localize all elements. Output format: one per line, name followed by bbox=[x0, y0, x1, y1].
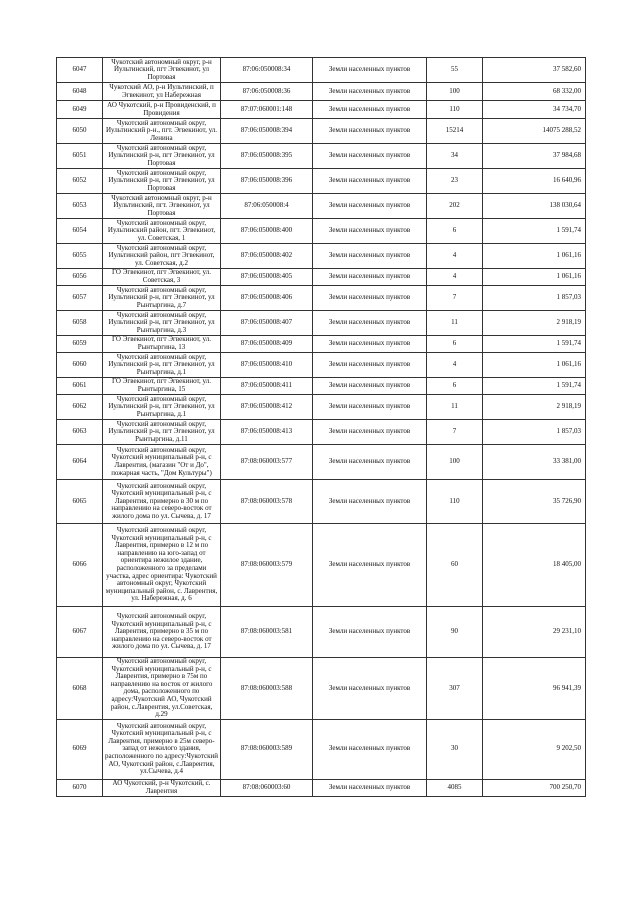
table-row bbox=[57, 524, 586, 607]
area-cell: 6 bbox=[427, 378, 483, 395]
address-cell: АО Чукотский, р-н Чукотский, с. Лаврентия bbox=[103, 779, 221, 796]
address-cell: Чукотский автономный округ, Чукотский муниципальный р-н, с Лаврентия, примерно в 25м северо-запад от нежилого здания, расположенного по адресу:Чукотский АО, Чукотский район, с.Лаврентия, ул.Сычева, д.4 bbox=[103, 719, 221, 779]
row-number: 6061 bbox=[57, 378, 103, 395]
table-row bbox=[57, 658, 586, 720]
row-number: 6051 bbox=[57, 144, 103, 169]
row-number: 6058 bbox=[57, 311, 103, 336]
table-row bbox=[57, 719, 586, 779]
land-category-cell: Земли населенных пунктов bbox=[313, 83, 427, 101]
area-cell: 11 bbox=[427, 395, 483, 420]
row-number: 6069 bbox=[57, 719, 103, 779]
table-body bbox=[57, 58, 586, 797]
cadastral-value-cell: 34 734,70 bbox=[483, 101, 586, 119]
cadastral-value-cell: 1 857,03 bbox=[483, 286, 586, 311]
land-category-cell: Земли населенных пунктов bbox=[313, 169, 427, 194]
row-number: 6062 bbox=[57, 395, 103, 420]
cadastral-number-cell: 87:06:050008:36 bbox=[221, 83, 313, 101]
land-category-cell: Земли населенных пунктов bbox=[313, 144, 427, 169]
cadastral-number-cell: 87:06:050008:395 bbox=[221, 144, 313, 169]
row-number: 6057 bbox=[57, 286, 103, 311]
land-category-cell: Земли населенных пунктов bbox=[313, 719, 427, 779]
cadastral-number-cell: 87:06:050008:412 bbox=[221, 395, 313, 420]
cadastral-number-cell: 87:06:050008:406 bbox=[221, 286, 313, 311]
row-number: 6067 bbox=[57, 607, 103, 658]
cadastral-number-cell: 87:07:060001:148 bbox=[221, 101, 313, 119]
cadastral-value-cell: 1 857,03 bbox=[483, 420, 586, 445]
cadastral-value-cell: 16 640,96 bbox=[483, 169, 586, 194]
table-row bbox=[57, 336, 586, 353]
cadastral-number-cell: 87:08:060003:579 bbox=[221, 524, 313, 607]
cadastral-number-cell: 87:06:050008:409 bbox=[221, 336, 313, 353]
row-number: 6054 bbox=[57, 219, 103, 244]
land-category-cell: Земли населенных пунктов bbox=[313, 445, 427, 480]
table-row bbox=[57, 194, 586, 219]
area-cell: 90 bbox=[427, 607, 483, 658]
row-number: 6048 bbox=[57, 83, 103, 101]
land-category-cell: Земли населенных пунктов bbox=[313, 480, 427, 524]
area-cell: 100 bbox=[427, 83, 483, 101]
cadastral-value-cell: 138 030,64 bbox=[483, 194, 586, 219]
address-cell: ГО Эгвекинот, пгт Эгвекинот, ул. Рынтыргина, 15 bbox=[103, 378, 221, 395]
land-category-cell: Земли населенных пунктов bbox=[313, 311, 427, 336]
address-cell: Чукотский автономный округ, р-н Иультинский, пгт Эгвекинот, ул Портовая bbox=[103, 58, 221, 83]
cadastral-value-cell: 1 591,74 bbox=[483, 219, 586, 244]
cadastral-number-cell: 87:08:060003:588 bbox=[221, 658, 313, 720]
row-number: 6063 bbox=[57, 420, 103, 445]
cadastral-value-cell: 1 591,74 bbox=[483, 336, 586, 353]
address-cell: Чукотский автономный округ, Иультинский р-н, пгт Эгвекинот, ул Рынтыргина, д.11 bbox=[103, 420, 221, 445]
land-category-cell: Земли населенных пунктов bbox=[313, 336, 427, 353]
cadastral-value-cell: 1 061,16 bbox=[483, 269, 586, 286]
area-cell: 4085 bbox=[427, 779, 483, 796]
land-category-cell: Земли населенных пунктов bbox=[313, 58, 427, 83]
table-row bbox=[57, 395, 586, 420]
cadastral-number-cell: 87:06:050008:400 bbox=[221, 219, 313, 244]
address-cell: Чукотский автономный округ, Иультинский р-н, пгт Эгвекинот, ул Рынтыргина, д.7 bbox=[103, 286, 221, 311]
address-cell: Чукотский автономный округ, Чукотский муниципальный р-н, с Лаврентия, примерно в 12 м по направлению на юго-запад от ориентира нежилое здание, расположенного за пределами участка, адрес ориентира: Чукотский автономный округ, Чукотский муниципальный район, с. Лаврентия, ул. Набережная, д. 6 bbox=[103, 524, 221, 607]
cadastral-value-cell: 2 918,19 bbox=[483, 395, 586, 420]
land-category-cell: Земли населенных пунктов bbox=[313, 101, 427, 119]
area-cell: 23 bbox=[427, 169, 483, 194]
cadastral-number-cell: 87:08:060003:577 bbox=[221, 445, 313, 480]
cadastral-number-cell: 87:06:050008:413 bbox=[221, 420, 313, 445]
area-cell: 4 bbox=[427, 353, 483, 378]
area-cell: 6 bbox=[427, 219, 483, 244]
table-row bbox=[57, 144, 586, 169]
table-row bbox=[57, 311, 586, 336]
table-row bbox=[57, 378, 586, 395]
area-cell: 110 bbox=[427, 101, 483, 119]
table-row bbox=[57, 420, 586, 445]
cadastral-number-cell: 87:06:050008:34 bbox=[221, 58, 313, 83]
row-number: 6047 bbox=[57, 58, 103, 83]
cadastral-number-cell: 87:06:050008:405 bbox=[221, 269, 313, 286]
table-row bbox=[57, 119, 586, 144]
row-number: 6055 bbox=[57, 244, 103, 269]
table-row bbox=[57, 480, 586, 524]
area-cell: 30 bbox=[427, 719, 483, 779]
area-cell: 15214 bbox=[427, 119, 483, 144]
cadastral-number-cell: 87:08:060003:578 bbox=[221, 480, 313, 524]
row-number: 6049 bbox=[57, 101, 103, 119]
area-cell: 6 bbox=[427, 336, 483, 353]
table-row bbox=[57, 83, 586, 101]
land-category-cell: Земли населенных пунктов bbox=[313, 244, 427, 269]
table-row bbox=[57, 169, 586, 194]
cadastral-number-cell: 87:08:060003:60 bbox=[221, 779, 313, 796]
cadastral-number-cell: 87:08:060003:581 bbox=[221, 607, 313, 658]
cadastral-number-cell: 87:06:050008:411 bbox=[221, 378, 313, 395]
area-cell: 110 bbox=[427, 480, 483, 524]
row-number: 6066 bbox=[57, 524, 103, 607]
land-category-cell: Земли населенных пунктов bbox=[313, 779, 427, 796]
area-cell: 11 bbox=[427, 311, 483, 336]
area-cell: 4 bbox=[427, 269, 483, 286]
cadastral-number-cell: 87:06:050008:394 bbox=[221, 119, 313, 144]
address-cell: Чукотский автономный округ, Иультинский р-н, пгт Эгвекинот, ул Рынтыргина, д.1 bbox=[103, 353, 221, 378]
area-cell: 202 bbox=[427, 194, 483, 219]
address-cell: Чукотский автономный округ, Иультинский р-н, пгт Эгвекинот, ул Портовая bbox=[103, 169, 221, 194]
row-number: 6052 bbox=[57, 169, 103, 194]
row-number: 6070 bbox=[57, 779, 103, 796]
table-row bbox=[57, 244, 586, 269]
table-row bbox=[57, 101, 586, 119]
address-cell: Чукотский автономный округ, Чукотский муниципальный р-н, с Лаврентия, (магазин "От и До", пожарная часть, "Дом Культуры") bbox=[103, 445, 221, 480]
address-cell: Чукотский автономный округ, Чукотский муниципальный р-н, с Лаврентия, примерно в 35 м по направлению на северо-восток от жилого дома по ул. Сычева, д. 17 bbox=[103, 607, 221, 658]
land-category-cell: Земли населенных пунктов bbox=[313, 286, 427, 311]
cadastral-value-cell: 18 405,00 bbox=[483, 524, 586, 607]
table-row bbox=[57, 607, 586, 658]
area-cell: 55 bbox=[427, 58, 483, 83]
land-category-cell: Земли населенных пунктов bbox=[313, 524, 427, 607]
cadastral-value-cell: 29 231,10 bbox=[483, 607, 586, 658]
area-cell: 7 bbox=[427, 286, 483, 311]
cadastral-number-cell: 87:06:050008:4 bbox=[221, 194, 313, 219]
land-category-cell: Земли населенных пунктов bbox=[313, 269, 427, 286]
address-cell: Чукотский автономный округ, Чукотский муниципальный р-н, с Лаврентия, примерно в 75м по направлению на восток от жилого дома, расположенного по адресу:Чукотский АО, Чукотский район, с.Лаврентия, ул.Советская, д.29 bbox=[103, 658, 221, 720]
address-cell: Чукотский автономный округ, Иультинский район, пгт Эгвекинот, ул. Советская, д.2 bbox=[103, 244, 221, 269]
address-cell: Чукотский автономный округ, р-н Иультинский, пгт. Эгвекинот, ул Портовая bbox=[103, 194, 221, 219]
cadastral-value-cell: 37 984,68 bbox=[483, 144, 586, 169]
cadastral-value-cell: 1 591,74 bbox=[483, 378, 586, 395]
area-cell: 60 bbox=[427, 524, 483, 607]
area-cell: 307 bbox=[427, 658, 483, 720]
land-category-cell: Земли населенных пунктов bbox=[313, 219, 427, 244]
cadastral-value-cell: 14075 288,52 bbox=[483, 119, 586, 144]
cadastral-value-cell: 2 918,19 bbox=[483, 311, 586, 336]
cadastral-value-cell: 37 582,60 bbox=[483, 58, 586, 83]
row-number: 6068 bbox=[57, 658, 103, 720]
row-number: 6065 bbox=[57, 480, 103, 524]
row-number: 6064 bbox=[57, 445, 103, 480]
land-plots-table bbox=[56, 57, 586, 797]
land-category-cell: Земли населенных пунктов bbox=[313, 353, 427, 378]
table-row bbox=[57, 58, 586, 83]
area-cell: 4 bbox=[427, 244, 483, 269]
cadastral-number-cell: 87:08:060003:589 bbox=[221, 719, 313, 779]
table-row bbox=[57, 219, 586, 244]
land-category-cell: Земли населенных пунктов bbox=[313, 607, 427, 658]
cadastral-value-cell: 1 061,16 bbox=[483, 244, 586, 269]
land-category-cell: Земли населенных пунктов bbox=[313, 658, 427, 720]
cadastral-value-cell: 33 381,00 bbox=[483, 445, 586, 480]
land-category-cell: Земли населенных пунктов bbox=[313, 378, 427, 395]
table-row bbox=[57, 779, 586, 796]
area-cell: 7 bbox=[427, 420, 483, 445]
cadastral-number-cell: 87:06:050008:407 bbox=[221, 311, 313, 336]
table-row bbox=[57, 286, 586, 311]
address-cell: Чукотский автономный округ, Иультинский р-н, пгт Эгвекинот, ул Рынтыргина, д.1 bbox=[103, 395, 221, 420]
land-category-cell: Земли населенных пунктов bbox=[313, 119, 427, 144]
area-cell: 100 bbox=[427, 445, 483, 480]
address-cell: Чукотский автономный округ, Иультинский р-н, пгт Эгвекинот, ул Рынтыргина, д.3 bbox=[103, 311, 221, 336]
address-cell: ГО Эгвекинот, пгт Эгвекинот, ул. Рынтыргина, 13 bbox=[103, 336, 221, 353]
address-cell: Чукотский автономный округ, Иультинский район, пгт. Эгвекинот, ул. Советская, 1 bbox=[103, 219, 221, 244]
address-cell: Чукотский автономный округ, Иультинский р-н., пгт. Эгвекинот, ул. Ленина bbox=[103, 119, 221, 144]
land-category-cell: Земли населенных пунктов bbox=[313, 395, 427, 420]
row-number: 6056 bbox=[57, 269, 103, 286]
address-cell: Чукотский автономный округ, Иультинский р-н, пгт Эгвекинот, ул Портовая bbox=[103, 144, 221, 169]
cadastral-number-cell: 87:06:050008:410 bbox=[221, 353, 313, 378]
cadastral-value-cell: 1 061,16 bbox=[483, 353, 586, 378]
address-cell: Чукотский АО, р-н Иультинский, п Эгвекинот, ул Набережная bbox=[103, 83, 221, 101]
table-row bbox=[57, 353, 586, 378]
cadastral-value-cell: 96 941,39 bbox=[483, 658, 586, 720]
row-number: 6060 bbox=[57, 353, 103, 378]
land-category-cell: Земли населенных пунктов bbox=[313, 194, 427, 219]
address-cell: Чукотский автономный округ, Чукотский муниципальный р-н, с Лаврентия, примерно в 30 м по направлению на северо-восток от жилого дома по ул. Сычева, д. 17 bbox=[103, 480, 221, 524]
registry-sheet bbox=[56, 57, 585, 797]
address-cell: ГО Эгвекинот, пгт Эгвекинот, ул. Советская, 3 bbox=[103, 269, 221, 286]
land-category-cell: Земли населенных пунктов bbox=[313, 420, 427, 445]
cadastral-value-cell: 68 332,00 bbox=[483, 83, 586, 101]
row-number: 6059 bbox=[57, 336, 103, 353]
cadastral-value-cell: 700 250,70 bbox=[483, 779, 586, 796]
cadastral-number-cell: 87:06:050008:402 bbox=[221, 244, 313, 269]
row-number: 6053 bbox=[57, 194, 103, 219]
cadastral-value-cell: 9 202,50 bbox=[483, 719, 586, 779]
table-row bbox=[57, 445, 586, 480]
table-row bbox=[57, 269, 586, 286]
cadastral-number-cell: 87:06:050008:396 bbox=[221, 169, 313, 194]
cadastral-value-cell: 35 726,90 bbox=[483, 480, 586, 524]
row-number: 6050 bbox=[57, 119, 103, 144]
address-cell: АО Чукотский, р-н Провиденский, п Провидения bbox=[103, 101, 221, 119]
area-cell: 34 bbox=[427, 144, 483, 169]
